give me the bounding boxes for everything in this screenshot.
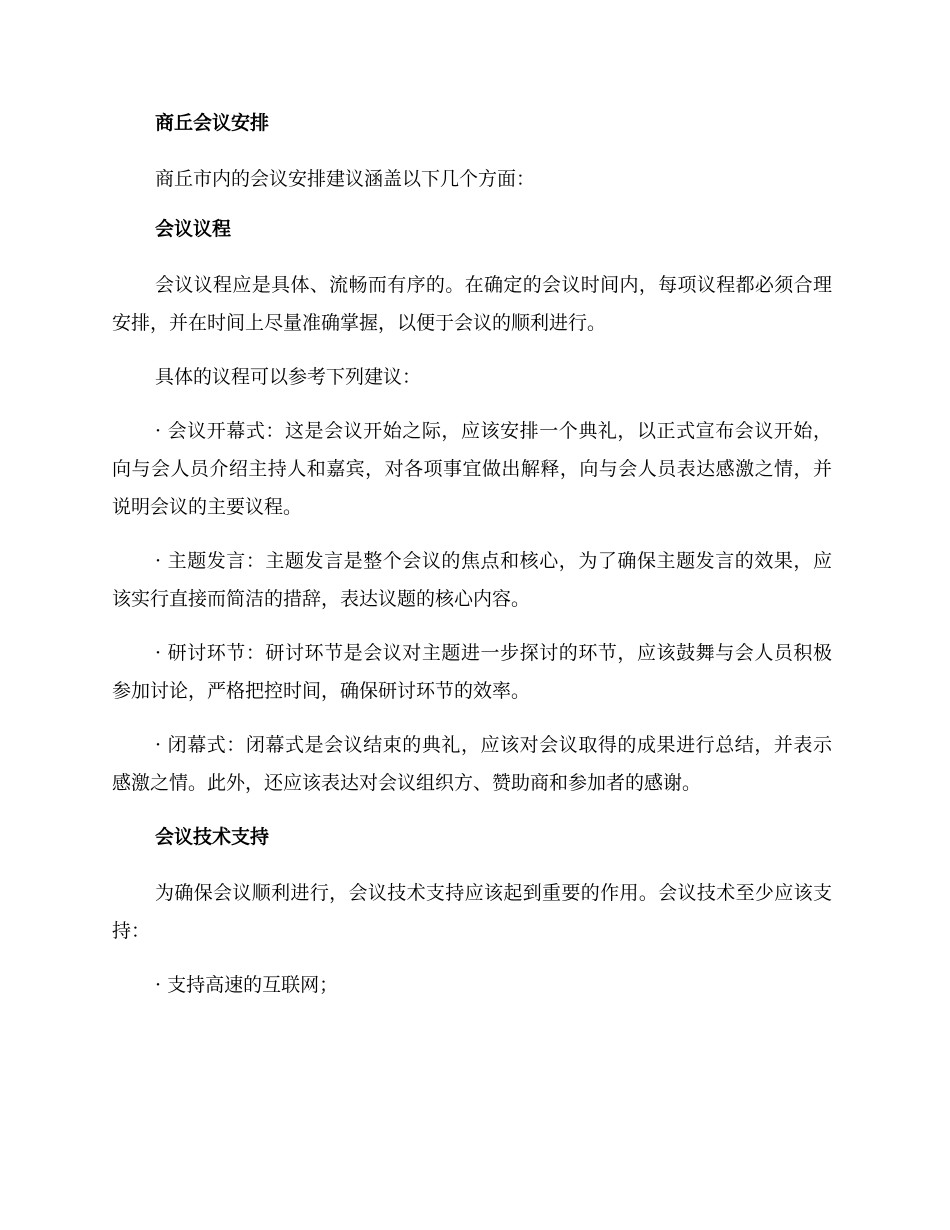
tech-heading: 会议技术支持 (155, 826, 270, 848)
tech-item-internet: · 支持高速的互联网； (155, 974, 339, 996)
agenda-heading: 会议议程 (155, 218, 232, 240)
agenda-item-closing: · 闭幕式：闭幕式是会议结束的典礼，应该对会议取得的成果进行总结，并表示感激之情。此外，还应该表达对会议组织方、赞助商和参加者的感谢。 (112, 734, 832, 794)
document-title: 商丘会议安排 (155, 112, 270, 134)
agenda-paragraph: 会议议程应是具体、流畅而有序的。在确定的会议时间内，每项议程都必须合理安排，并在时间上尽量准确掌握，以便于会议的顺利进行。 (112, 274, 832, 334)
agenda-item-opening: · 会议开幕式：这是会议开始之际，应该安排一个典礼，以正式宣布会议开始，向与会人员介绍主持人和嘉宾，对各项事宜做出解释，向与会人员表达感激之情，并说明会议的主要议程。 (112, 420, 832, 518)
tech-paragraph: 为确保会议顺利进行，会议技术支持应该起到重要的作用。会议技术至少应该支持： (112, 882, 832, 942)
intro-paragraph: 商丘市内的会议安排建议涵盖以下几个方面： (155, 168, 536, 190)
agenda-suggestion-intro: 具体的议程可以参考下列建议： (155, 366, 422, 388)
agenda-item-keynote: · 主题发言：主题发言是整个会议的焦点和核心，为了确保主题发言的效果，应该实行直接而简洁的措辞，表达议题的核心内容。 (112, 550, 832, 610)
agenda-item-discussion: · 研讨环节：研讨环节是会议对主题进一步探讨的环节，应该鼓舞与会人员积极参加讨论，严格把控时间，确保研讨环节的效率。 (112, 642, 832, 702)
document-page (112, 108, 832, 1004)
